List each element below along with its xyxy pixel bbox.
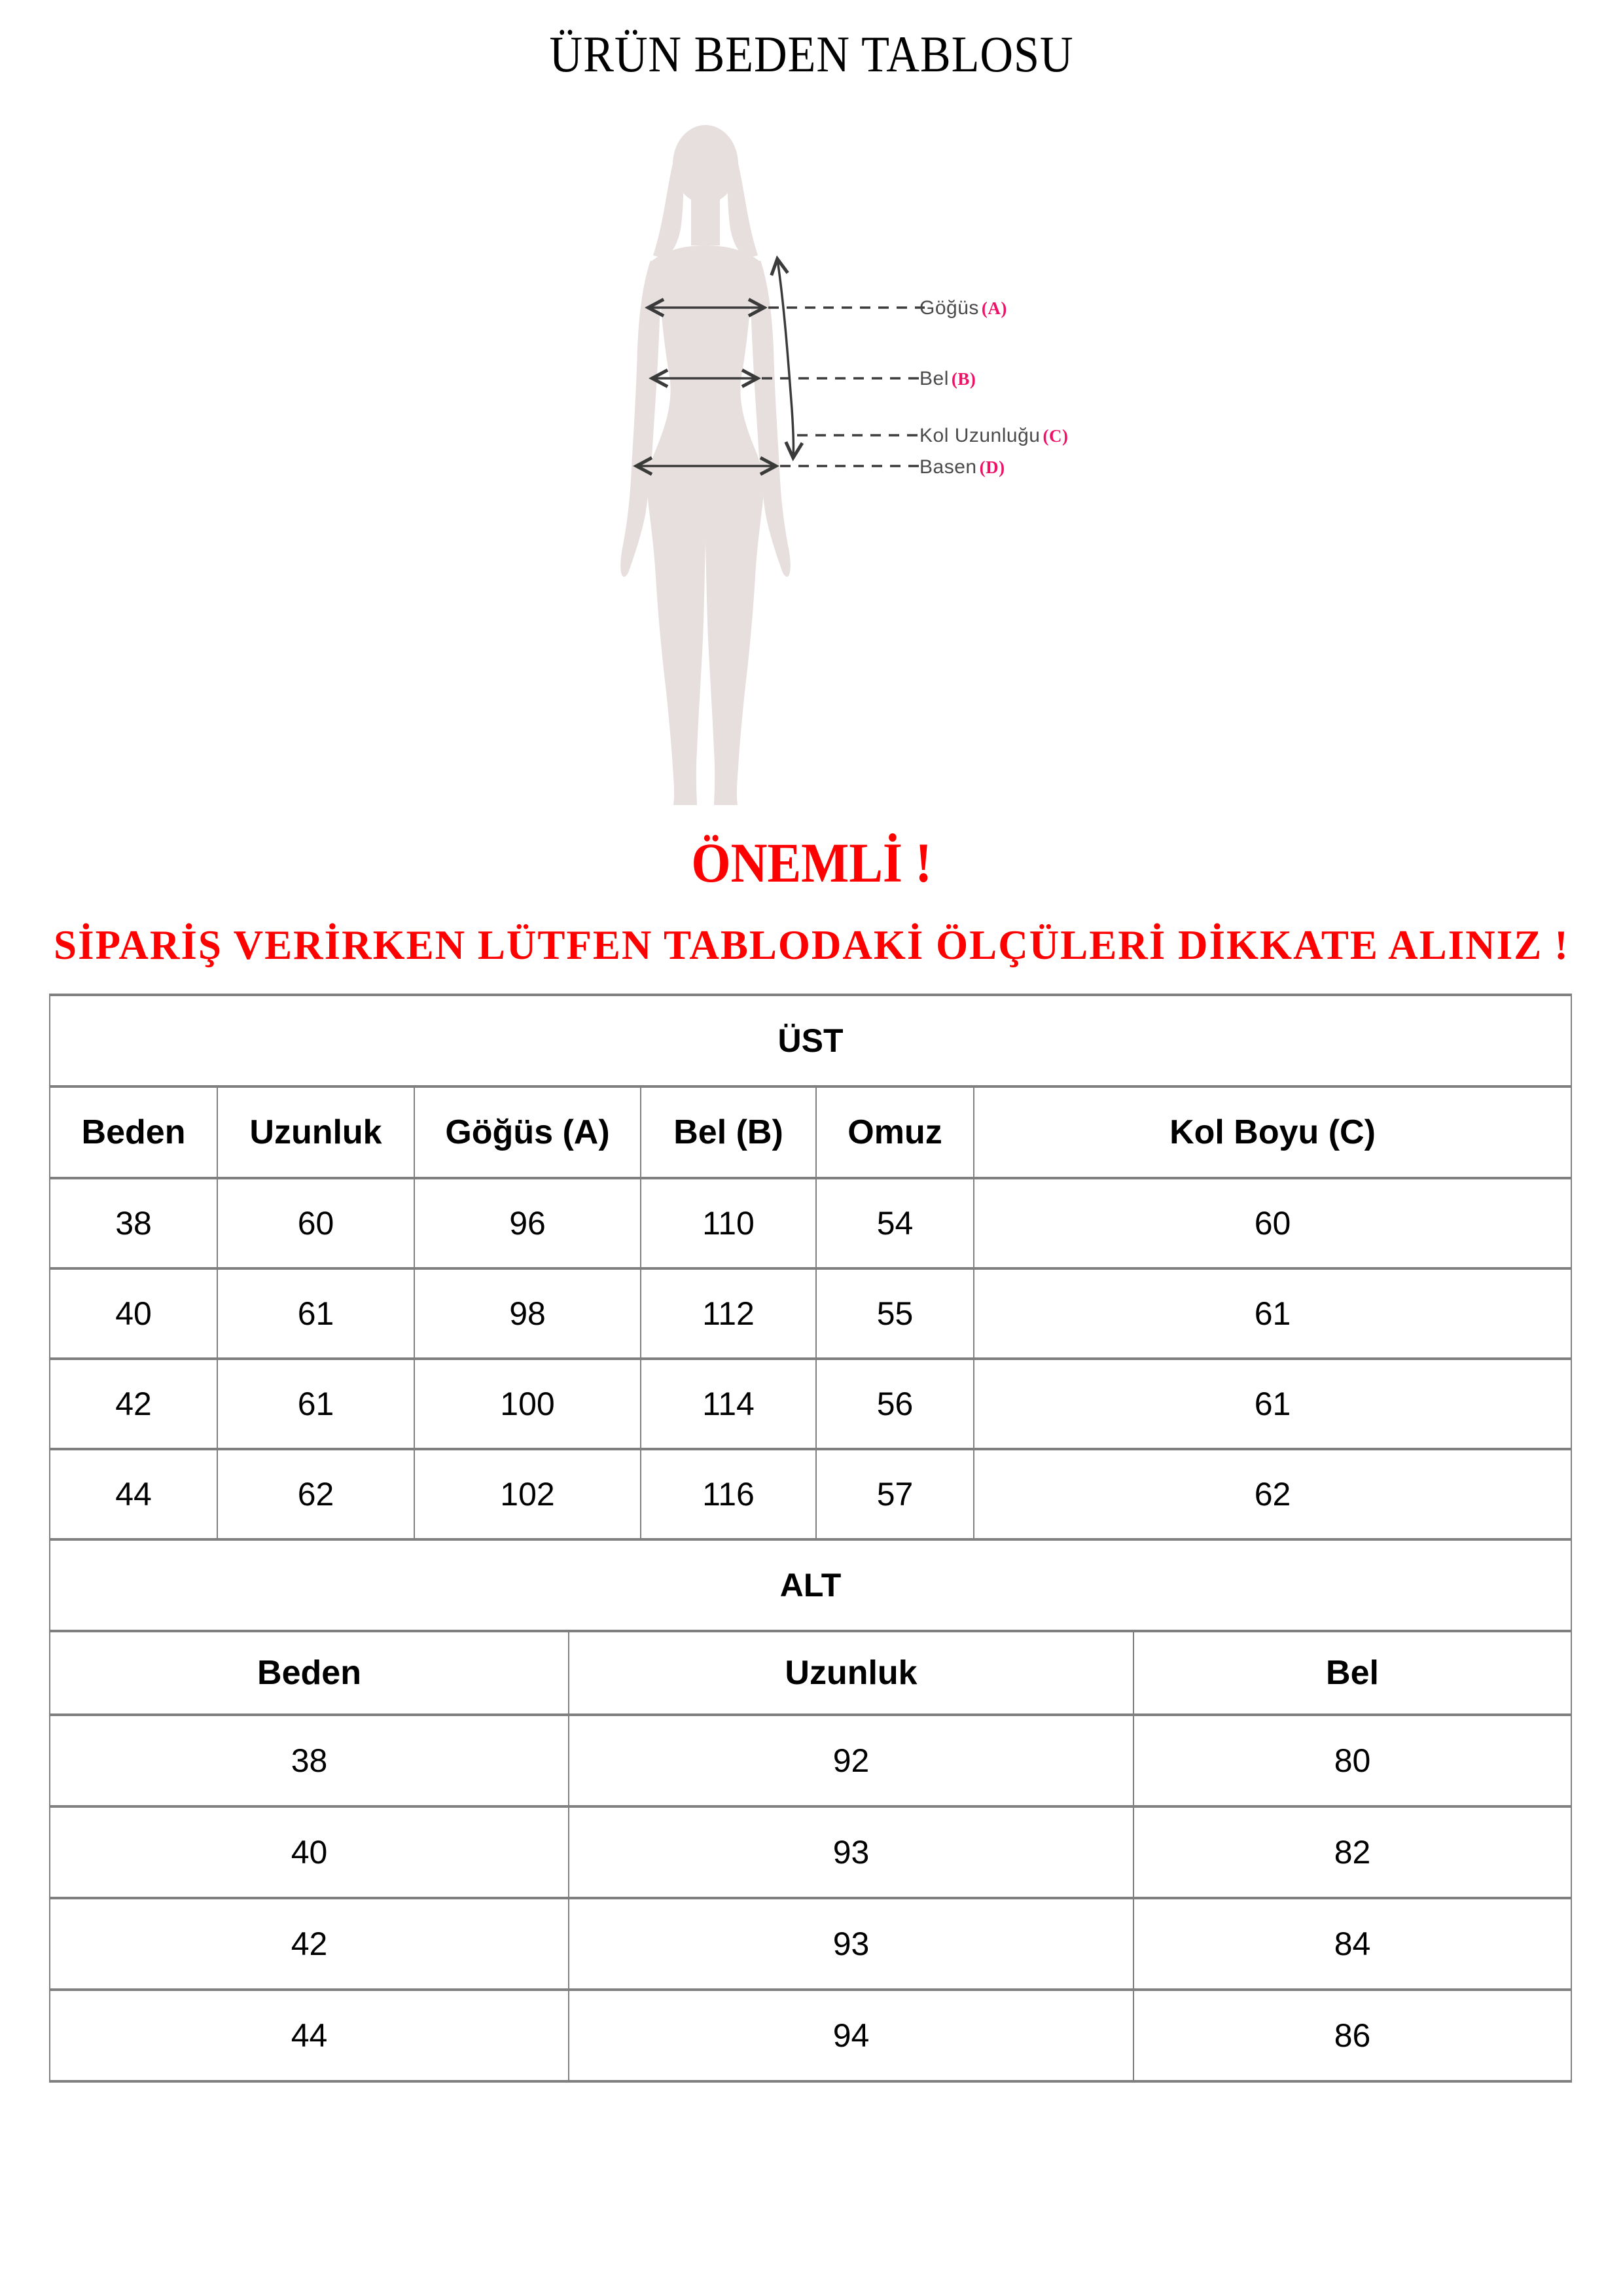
col-header-uzunluk: Uzunluk — [569, 1631, 1133, 1715]
measure-label-hip — [919, 456, 1005, 479]
page-title-text: ÜRÜN BEDEN TABLOSU — [549, 26, 1074, 82]
size-cell: 40 — [50, 1806, 569, 1898]
measure-label-arm-length — [919, 424, 1068, 448]
ust-row-42 — [50, 1359, 1571, 1449]
col-header-kol-boyu: Kol Boyu (C) — [974, 1086, 1571, 1178]
size-cell: 60 — [217, 1178, 414, 1268]
size-cell: 116 — [641, 1449, 816, 1539]
measure-code-C: (C) — [1043, 426, 1069, 446]
size-cell: 86 — [1133, 1990, 1571, 2081]
size-cell: 42 — [50, 1359, 217, 1449]
ust-row-38 — [50, 1178, 1571, 1268]
size-cell: 56 — [816, 1359, 974, 1449]
alt-header-row — [50, 1631, 1571, 1715]
size-cell: 80 — [1133, 1715, 1571, 1806]
size-cell: 94 — [569, 1990, 1133, 2081]
measure-label-waist — [919, 367, 976, 391]
size-cell: 54 — [816, 1178, 974, 1268]
ust-section-title: ÜST — [50, 995, 1571, 1086]
size-cell: 96 — [414, 1178, 641, 1268]
col-header-gogus: Göğüs (A) — [414, 1086, 641, 1178]
col-header-bel: Bel (B) — [641, 1086, 816, 1178]
measure-label-chest — [919, 296, 1007, 320]
ust-header-row — [50, 1086, 1571, 1178]
size-cell: 62 — [974, 1449, 1571, 1539]
size-cell: 82 — [1133, 1806, 1571, 1898]
alt-row-42 — [50, 1898, 1571, 1990]
body-silhouette-figure — [588, 121, 928, 815]
warning-subheading: SİPARİŞ VERİRKEN LÜTFEN TABLODAKİ ÖLÇÜLERİ DİKKATE ALINIZ ! — [54, 922, 1569, 968]
size-cell: 61 — [217, 1359, 414, 1449]
alt-row-40 — [50, 1806, 1571, 1898]
size-cell: 61 — [217, 1268, 414, 1359]
size-cell: 38 — [50, 1715, 569, 1806]
measure-label-waist-text: Bel — [919, 368, 949, 389]
warning-heading-text: ÖNEMLİ ! — [691, 831, 932, 894]
size-cell: 38 — [50, 1178, 217, 1268]
size-cell: 93 — [569, 1806, 1133, 1898]
col-header-bel: Bel — [1133, 1631, 1571, 1715]
ust-row-40 — [50, 1268, 1571, 1359]
size-cell: 92 — [569, 1715, 1133, 1806]
size-cell: 44 — [50, 1449, 217, 1539]
size-tables — [49, 994, 1571, 2083]
col-header-uzunluk: Uzunluk — [217, 1086, 414, 1178]
size-cell: 102 — [414, 1449, 641, 1539]
alt-section-title: ALT — [50, 1539, 1571, 1631]
measure-code-D: (D) — [979, 457, 1005, 477]
ust-size-table — [49, 994, 1572, 1541]
size-cell: 84 — [1133, 1898, 1571, 1990]
size-cell: 61 — [974, 1268, 1571, 1359]
size-cell: 60 — [974, 1178, 1571, 1268]
size-cell: 42 — [50, 1898, 569, 1990]
ust-row-44 — [50, 1449, 1571, 1539]
size-cell: 98 — [414, 1268, 641, 1359]
warning-heading — [0, 830, 1623, 895]
page-title — [0, 25, 1623, 84]
size-cell: 112 — [641, 1268, 816, 1359]
measure-label-arm-length-text: Kol Uzunluğu — [919, 425, 1041, 446]
size-cell: 114 — [641, 1359, 816, 1449]
size-cell: 93 — [569, 1898, 1133, 1990]
alt-row-38 — [50, 1715, 1571, 1806]
alt-row-44 — [50, 1990, 1571, 2081]
measure-label-chest-text: Göğüs — [919, 297, 979, 319]
measurement-diagram — [588, 121, 1105, 821]
size-cell: 40 — [50, 1268, 217, 1359]
col-header-beden: Beden — [50, 1631, 569, 1715]
alt-size-table — [49, 1538, 1572, 2083]
col-header-omuz: Omuz — [816, 1086, 974, 1178]
arm-length-arrow — [777, 260, 793, 457]
size-cell: 55 — [816, 1268, 974, 1359]
size-cell: 57 — [816, 1449, 974, 1539]
col-header-beden: Beden — [50, 1086, 217, 1178]
measure-code-B: (B) — [951, 369, 976, 389]
size-cell: 100 — [414, 1359, 641, 1449]
size-cell: 44 — [50, 1990, 569, 2081]
measure-code-A: (A) — [981, 298, 1007, 318]
size-cell: 61 — [974, 1359, 1571, 1449]
size-cell: 62 — [217, 1449, 414, 1539]
measure-label-hip-text: Basen — [919, 456, 977, 478]
size-cell: 110 — [641, 1178, 816, 1268]
